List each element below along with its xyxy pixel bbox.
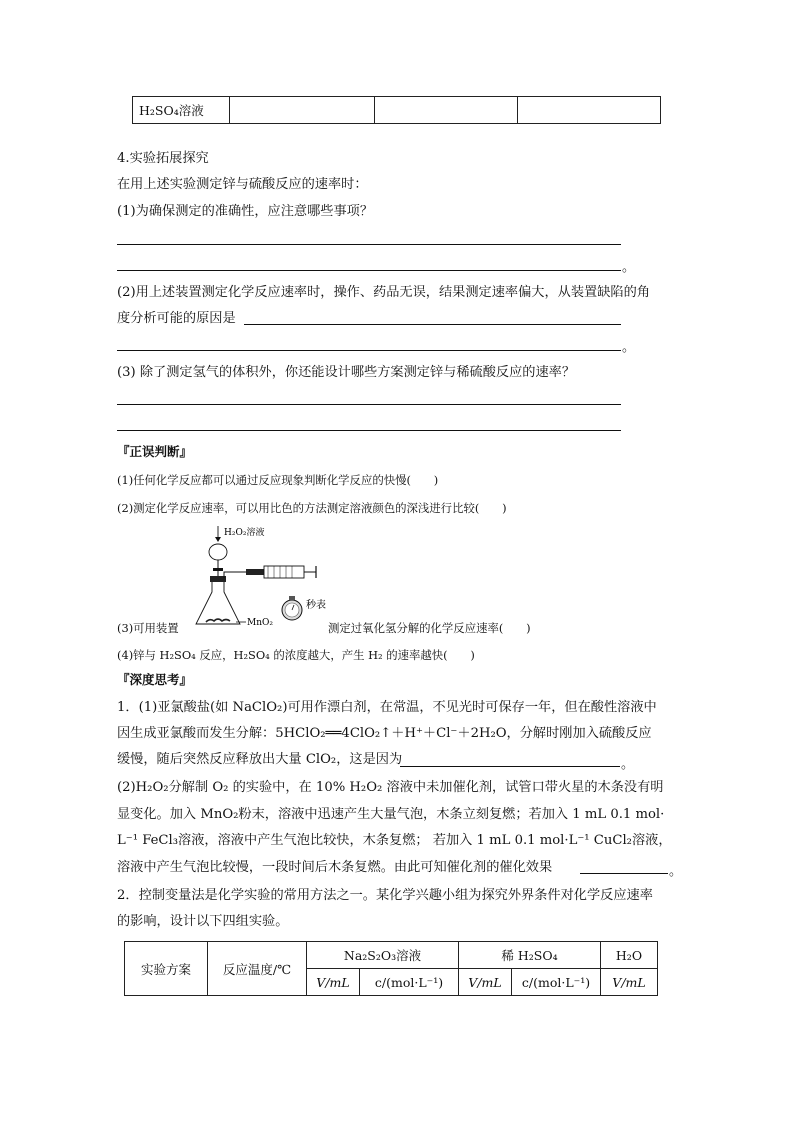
think-p2-line4: 溶液中产生气泡比较慢，一段时间后木条复燃。由此可知催化剂的催化效果: [117, 860, 553, 875]
think-p1-line3: 缓慢，随后突然反应释放出大量 ClO₂，这是因为: [117, 752, 403, 767]
apparatus-figure: [188, 522, 368, 632]
top-table: [132, 96, 661, 124]
judge-item-3-pre: (3)可用装置: [117, 621, 179, 635]
question-3: (3) 除了测定氢气的体积外，你还能设计哪些方案测定锌与稀硫酸反应的速率？: [117, 365, 576, 380]
header-water: H₂O: [601, 942, 658, 969]
think-p2-line2: 显变化。加入 MnO₂粉末，溶液中迅速产生大量气泡，木条立刻复燃；若加入 1 mL 0.1 mol·: [117, 807, 665, 822]
answer-line: [117, 270, 621, 271]
think-p3-line1: 2．控制变量法是化学实验的常用方法之一。某化学兴趣小组为探究外界条件对化学反应速率: [117, 888, 653, 903]
header-na2s2o3: Na₂S₂O₃溶液: [307, 942, 459, 969]
row-label: H₂SO₄溶液: [133, 97, 230, 124]
section-intro: 在用上述实验测定锌与硫酸反应的速率时：: [117, 177, 368, 192]
think-p3-line2: 的影响，设计以下四组实验。: [117, 914, 289, 929]
answer-line: [400, 766, 620, 767]
section-title: 4.实验拓展探究: [117, 151, 209, 166]
mno2-label: MnO₂: [247, 618, 273, 628]
answer-line: [117, 404, 621, 405]
header-temp: 反应温度/℃: [208, 942, 307, 996]
answer-line: [117, 350, 621, 351]
question-2-cont: 度分析可能的原因是: [117, 311, 236, 326]
timer-label: 秒表: [306, 600, 326, 611]
answer-line: [117, 430, 621, 431]
question-1: (1)为确保测定的准确性，应注意哪些事项？: [117, 204, 374, 219]
judge-item-1: (1)任何化学反应都可以通过反应现象判断化学反应的快慢( ): [117, 473, 439, 487]
answer-line: [580, 873, 668, 874]
answer-line: [117, 244, 621, 245]
judge-item-3-post: 测定过氧化氢分解的化学反应速率( ): [328, 621, 531, 635]
think-p1-line1: 1．(1)亚氯酸盐(如 NaClO₂)可用作漂白剂，在常温，不见光时可保存一年，但在酸性溶液中: [117, 700, 657, 715]
answer-line: [244, 324, 621, 325]
think-p2-line3: L⁻¹ FeCl₃溶液，溶液中产生气泡比较快，木条复燃； 若加入 1 mL 0.1 mol·L⁻¹ CuCl₂溶液，: [117, 833, 672, 848]
header-scheme: 实验方案: [125, 942, 208, 996]
h2o2-label: H₂O₂溶液: [224, 528, 265, 538]
think-header: 『深度思考』: [117, 672, 193, 687]
judge-header: 『正误判断』: [117, 444, 193, 459]
question-2: (2)用上述装置测定化学反应速率时，操作、药品无误，结果测定速率偏大，从装置缺陷的角: [117, 285, 650, 300]
think-p1-line2: 因生成亚氯酸而发生分解：5HClO₂══4ClO₂↑＋H⁺＋Cl⁻＋2H₂O，分解时刚加入硫酸反应: [117, 726, 652, 741]
experiment-table: 实验方案 反应温度/℃ Na₂S₂O₃溶液 稀 H₂SO₄ H₂O V/mL c/(mol·L⁻¹) V/mL c/(mol·L⁻¹) V/mL: [124, 941, 658, 996]
think-p2-line1: (2)H₂O₂分解制 O₂ 的实验中，在 10% H₂O₂ 溶液中未加催化剂，试管口带火星的木条没有明: [117, 780, 664, 795]
header-h2so4: 稀 H₂SO₄: [459, 942, 601, 969]
judge-item-2: (2)测定化学反应速率，可以用比色的方法测定溶液颜色的深浅进行比较( ): [117, 501, 507, 515]
judge-item-4: (4)锌与 H₂SO₄ 反应，H₂SO₄ 的浓度越大，产生 H₂ 的速率越快( ): [117, 648, 475, 662]
